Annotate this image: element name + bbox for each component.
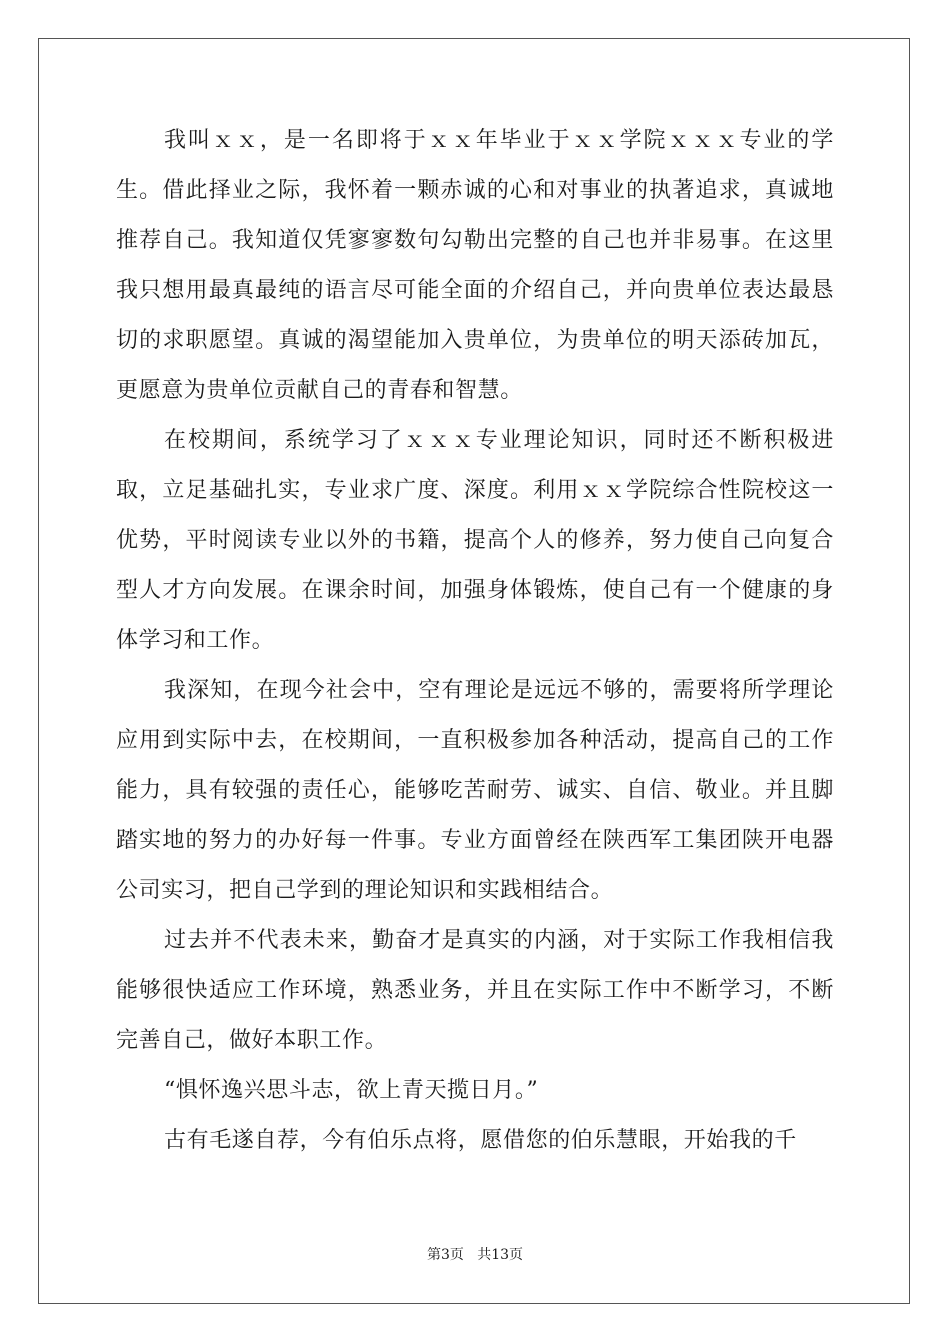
paragraph-3: 我深知，在现今社会中，空有理论是远远不够的，需要将所学理论应用到实际中去，在校期间，一直积极参加各种活动，提高自己的工作能力，具有较强的责任心，能够吃苦耐劳、诚实、自信、敬业。并且脚踏实地的努力的办好每一件事。专业方面曾经在陕西军工集团陕开电器公司实习，把自己学到的理论知识和实践相结合。: [116, 678, 834, 903]
paragraph-6: 古有毛遂自荐，今有伯乐点将，愿借您的伯乐慧眼，开始我的千: [164, 1128, 797, 1153]
paragraph-4: 过去并不代表未来，勤奋才是真实的内涵，对于实际工作我相信我能够很快适应工作环境，熟悉业务，并且在实际工作中不断学习，不断完善自己，做好本职工作。: [116, 928, 834, 1053]
paragraph-1: 我叫ｘｘ，是一名即将于ｘｘ年毕业于ｘｘ学院ｘｘｘ专业的学生。借此择业之际，我怀着一颗赤诚的心和对事业的执著追求，真诚地推荐自己。我知道仅凭寥寥数句勾勒出完整的自己也并非易事。在这里我只想用最真最纯的语言尽可能全面的介绍自己，并向贵单位表达最恳切的求职愿望。真诚的渴望能加入贵单位，为贵单位的明天添砖加瓦，更愿意为贵单位贡献自己的青春和智慧。: [116, 128, 834, 403]
paragraph-2: 在校期间，系统学习了ｘｘｘ专业理论知识，同时还不断积极进取，立足基础扎实，专业求广度、深度。利用ｘｘ学院综合性院校这一优势，平时阅读专业以外的书籍，提高个人的修养，努力使自己向复合型人才方向发展。在课余时间，加强身体锻炼，使自己有一个健康的身体学习和工作。: [116, 428, 834, 653]
paragraph-5-quote: “惧怀逸兴思斗志，欲上青天揽日月。”: [164, 1078, 539, 1103]
page-number-footer: 第3页 共13页: [426, 1247, 524, 1263]
document-body: [116, 116, 834, 1166]
